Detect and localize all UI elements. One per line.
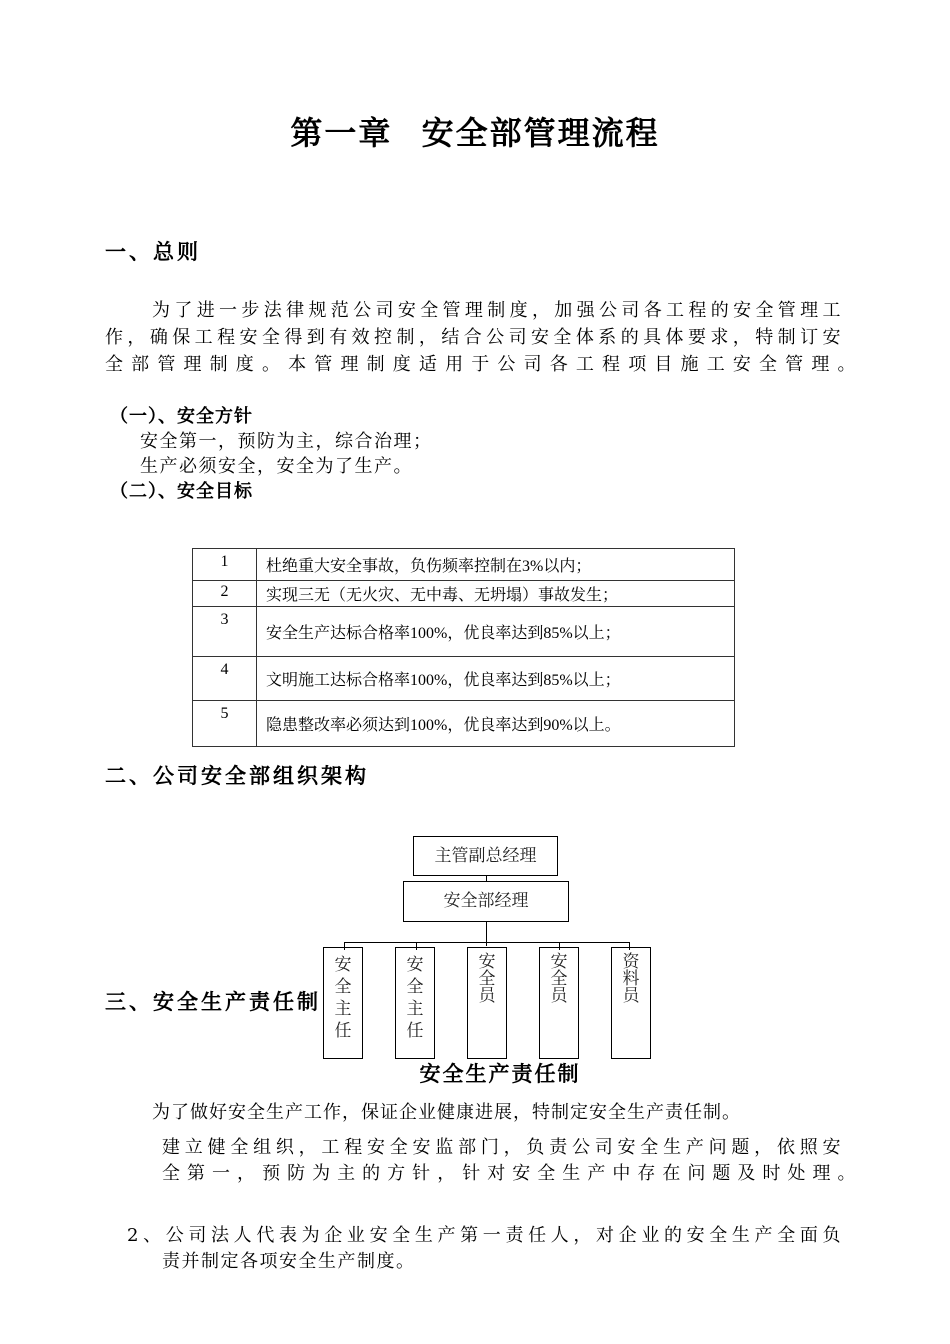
- page-title: 第一章 安全部管理流程: [290, 114, 660, 152]
- org-member-label: 资料员: [622, 952, 640, 1006]
- org-member-label: 安全主任: [334, 955, 352, 1041]
- section-org-heading: 二、公司安全部组织架构: [105, 763, 369, 788]
- table-row: [193, 657, 735, 701]
- intro-line-3: 全部管理制度。本管理制度适用于公司各工程项目施工安全管理。: [105, 354, 857, 375]
- goal-num: 2: [193, 581, 257, 607]
- goals-table: [192, 548, 735, 747]
- item1-line-1: 建立健全组织，工程安全安监部门，负责公司安全生产问题，依照安: [162, 1137, 842, 1158]
- policy-line-2: 生产必须安全，安全为了生产。: [140, 456, 413, 477]
- org-member-box: [611, 947, 651, 1059]
- goals-heading: （二）、安全目标: [110, 481, 253, 502]
- org-member-box: [395, 947, 435, 1059]
- goal-text: 实现三无（无火灾、无中毒、无坍塌）事故发生；: [257, 581, 735, 607]
- policy-line-1: 安全第一，预防为主，综合治理；: [140, 431, 433, 452]
- responsibility-subtitle: 安全生产责任制: [419, 1061, 581, 1086]
- goal-text: 杜绝重大安全事故，负伤频率控制在3%以内；: [257, 549, 735, 581]
- item1-line-2: 全第一，预防为主的方针，针对安全生产中存在问题及时处理。: [162, 1163, 857, 1184]
- org-connector-horizontal: [344, 942, 630, 943]
- policy-heading: （一）、安全方针: [110, 406, 253, 427]
- intro-line-1: 为了进一步法律规范公司安全管理制度，加强公司各工程的安全管理工: [152, 300, 842, 321]
- org-member-box: [323, 947, 363, 1059]
- table-row: [193, 549, 735, 581]
- table-row: [193, 701, 735, 747]
- goal-num: 5: [193, 701, 257, 747]
- item2-line-1: 2、公司法人代表为企业安全生产第一责任人，对企业的安全生产全面负: [127, 1225, 842, 1246]
- goal-num: 4: [193, 657, 257, 701]
- org-member-label: 安全主任: [406, 955, 424, 1041]
- org-manager-box: 安全部经理: [403, 881, 569, 922]
- item2-line-2: 责并制定各项安全生产制度。: [162, 1251, 416, 1272]
- goal-text: 隐患整改率必须达到100%，优良率达到90%以上。: [257, 701, 735, 747]
- org-member-box: [539, 947, 579, 1059]
- org-member-box: [467, 947, 507, 1059]
- goal-text: 安全生产达标合格率100%，优良率达到85%以上；: [257, 607, 735, 657]
- section-responsibility-heading: 三、安全生产责任制: [105, 989, 321, 1014]
- intro-line-2: 作，确保工程安全得到有效控制，结合公司安全体系的具体要求，特制订安: [105, 327, 842, 348]
- org-member-label: 安全员: [478, 952, 496, 1006]
- table-row: [193, 581, 735, 607]
- responsibility-intro: 为了做好安全生产工作，保证企业健康进展，特制定安全生产责任制。: [152, 1102, 741, 1123]
- goal-num: 1: [193, 549, 257, 581]
- org-member-label: 安全员: [550, 952, 568, 1006]
- goal-text: 文明施工达标合格率100%，优良率达到85%以上；: [257, 657, 735, 701]
- org-top-box: 主管副总经理: [413, 836, 558, 876]
- goal-num: 3: [193, 607, 257, 657]
- table-row: [193, 607, 735, 657]
- section-general-heading: 一、总则: [105, 239, 201, 264]
